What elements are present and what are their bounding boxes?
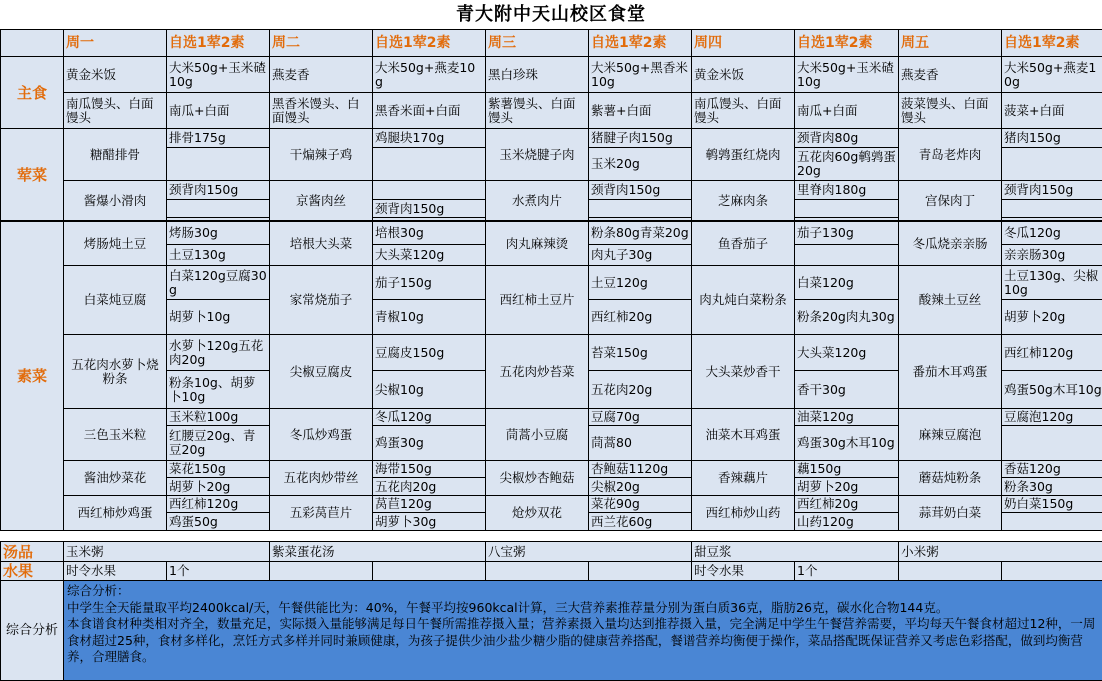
veg-ingredient: 白菜120g bbox=[795, 266, 899, 300]
meat-dish: 青岛老炸肉 bbox=[899, 129, 1002, 181]
veg-ingredient: 奶白菜150g bbox=[1002, 496, 1102, 513]
meat-ingredient: 颈背肉150g bbox=[167, 181, 270, 200]
staple-cell: 紫薯馒头、白面馒头 bbox=[486, 93, 589, 129]
veg-dish: 肉丸炖白菜粉条 bbox=[692, 266, 795, 335]
soup-cell: 小米粥 bbox=[899, 542, 1102, 562]
veg-ingredient bbox=[1002, 513, 1102, 531]
veg-ingredient: 西兰花60g bbox=[589, 513, 692, 531]
veg-dish: 鱼香茄子 bbox=[692, 222, 795, 266]
bottom-table bbox=[0, 541, 1102, 681]
meat-row bbox=[1, 181, 1102, 200]
meat-dish: 水煮肉片 bbox=[486, 181, 589, 221]
staple-cell: 黄金米饭 bbox=[64, 57, 167, 93]
veg-ingredient: 西红柿120g bbox=[167, 496, 270, 513]
header-thu: 周四 bbox=[692, 30, 795, 57]
veg-dish: 尖椒炒杏鲍菇 bbox=[486, 461, 589, 496]
analysis-paragraph: 本食谱食材种类相对齐全，数量充足，实际摄入量能够满足每日午餐所需推荐摄入量；营养素摄入量均达到推荐摄入量，完全满足中学生午餐营养需要，平均每天午餐食材超过12种，一周食材超过25种，食材多样化，烹饪方式多样并同时兼顾健康，为孩子提供少油少盐少糖少脂的健康营养搭配，餐谱营养均衡便于操作，菜品搭配既保证营养又考虑色彩搭配，做到均衡营养，合理膳食。 bbox=[67, 616, 1096, 664]
fruit-cell bbox=[899, 562, 1002, 581]
veg-ingredient: 茼蒿80 bbox=[589, 426, 692, 461]
meat-ingredient bbox=[1002, 148, 1102, 181]
category-analysis: 综合分析 bbox=[1, 581, 64, 681]
veg-row bbox=[1, 496, 1102, 513]
veg-ingredient: 土豆120g bbox=[589, 266, 692, 300]
staple-cell: 南瓜馒头、白面馒头 bbox=[64, 93, 167, 129]
veg-ingredient bbox=[1002, 426, 1102, 461]
veg-dish: 番茄木耳鸡蛋 bbox=[899, 335, 1002, 409]
staple-cell: 大米50g+燕麦10g bbox=[1002, 57, 1102, 93]
fruit-cell: 1个 bbox=[167, 562, 270, 581]
veg-row bbox=[1, 409, 1102, 426]
veg-dish: 五花肉炒苔菜 bbox=[486, 335, 589, 409]
veg-dish: 酸辣土豆丝 bbox=[899, 266, 1002, 335]
header-tue-select: 自选1荤2素 bbox=[373, 30, 486, 57]
veg-ingredient: 鸡蛋50g bbox=[167, 513, 270, 531]
veg-ingredient: 香菇120g bbox=[1002, 461, 1102, 478]
veg-ingredient: 山药120g bbox=[795, 513, 899, 531]
category-fruit: 水果 bbox=[1, 562, 64, 581]
veg-dish: 白菜炖豆腐 bbox=[64, 266, 167, 335]
veg-ingredient: 胡萝卜20g bbox=[795, 478, 899, 496]
meat-ingredient: 鸡腿块170g bbox=[373, 129, 486, 148]
veg-ingredient: 胡萝卜30g bbox=[373, 513, 486, 531]
meat-ingredient bbox=[167, 200, 270, 218]
category-staple: 主食 bbox=[1, 57, 64, 129]
meat-dish: 干煸辣子鸡 bbox=[270, 129, 373, 181]
veg-dish: 冬瓜炒鸡蛋 bbox=[270, 409, 373, 461]
header-wed: 周三 bbox=[486, 30, 589, 57]
veg-dish: 茼蒿小豆腐 bbox=[486, 409, 589, 461]
meat-dish: 鹌鹑蛋红烧肉 bbox=[692, 129, 795, 181]
veg-ingredient: 鸡蛋50g木耳10g bbox=[1002, 371, 1102, 409]
fruit-cell bbox=[1002, 562, 1102, 581]
veg-ingredient: 水萝卜120g五花肉20g bbox=[167, 335, 270, 371]
veg-dish: 三色玉米粒 bbox=[64, 409, 167, 461]
staple-cell: 大米50g+玉米碴10g bbox=[795, 57, 899, 93]
veg-dish: 家常烧茄子 bbox=[270, 266, 373, 335]
meat-dish: 糖醋排骨 bbox=[64, 129, 167, 181]
staple-cell: 南瓜+白面 bbox=[795, 93, 899, 129]
veg-ingredient: 菜花150g bbox=[167, 461, 270, 478]
veg-ingredient: 五花肉20g bbox=[373, 478, 486, 496]
meat-ingredient: 颈背肉80g bbox=[795, 129, 899, 148]
soup-cell: 紫菜蛋花汤 bbox=[270, 542, 486, 562]
meat-ingredient bbox=[589, 200, 692, 218]
veg-ingredient: 茄子130g bbox=[795, 222, 899, 245]
veg-ingredient: 油菜120g bbox=[795, 409, 899, 426]
category-meat: 荤菜 bbox=[1, 129, 64, 221]
staple-cell: 南瓜馒头、白面馒头 bbox=[692, 93, 795, 129]
veg-ingredient: 西红柿20g bbox=[795, 496, 899, 513]
veg-dish: 五彩莴苣片 bbox=[270, 496, 373, 531]
veg-dish: 香辣藕片 bbox=[692, 461, 795, 496]
veg-ingredient: 茄子150g bbox=[373, 266, 486, 300]
staple-cell: 黄金米饭 bbox=[692, 57, 795, 93]
meat-dish: 宫保肉丁 bbox=[899, 181, 1002, 221]
veg-dish: 酱油炒菜花 bbox=[64, 461, 167, 496]
veg-row bbox=[1, 461, 1102, 478]
veg-row bbox=[1, 335, 1102, 371]
veg-dish: 尖椒豆腐皮 bbox=[270, 335, 373, 409]
meat-ingredient: 猪腱子肉150g bbox=[589, 129, 692, 148]
veg-ingredient: 土豆130g bbox=[167, 245, 270, 266]
veg-ingredient: 白菜120g豆腐30g bbox=[167, 266, 270, 300]
veg-ingredient bbox=[795, 245, 899, 266]
veg-ingredient: 香干30g bbox=[795, 371, 899, 409]
veg-row bbox=[1, 266, 1102, 300]
meat-ingredient: 里脊肉180g bbox=[795, 181, 899, 200]
fruit-cell bbox=[486, 562, 589, 581]
staple-row bbox=[1, 57, 1102, 93]
veg-ingredient: 烤肠30g bbox=[167, 222, 270, 245]
staple-cell: 黑香米馒头、白面馒头 bbox=[270, 93, 373, 129]
meat-dish: 京酱肉丝 bbox=[270, 181, 373, 221]
veg-dish: 蘑菇炖粉条 bbox=[899, 461, 1002, 496]
veg-ingredient: 大头菜120g bbox=[795, 335, 899, 371]
veg-ingredient: 玉米粒100g bbox=[167, 409, 270, 426]
fruit-cell: 时令水果 bbox=[692, 562, 795, 581]
veg-ingredient: 胡萝卜20g bbox=[167, 478, 270, 496]
fruit-cell bbox=[373, 562, 486, 581]
veg-ingredient: 菜花90g bbox=[589, 496, 692, 513]
meat-ingredient: 五花肉60g鹌鹑蛋20g bbox=[795, 148, 899, 181]
meat-row bbox=[1, 129, 1102, 148]
fruit-cell bbox=[589, 562, 692, 581]
meat-dish: 玉米烧腱子肉 bbox=[486, 129, 589, 181]
analysis-paragraph: 中学生全天能量取平均2400kcal/天，午餐供能比为：40%，午餐平均按960kcal计算，三大营养素推荐量分别为蛋白质36克，脂肪26克，碳水化合物144克。 bbox=[67, 599, 949, 615]
soup-cell: 甜豆浆 bbox=[692, 542, 899, 562]
veg-ingredient: 大头菜120g bbox=[373, 245, 486, 266]
veg-ingredient: 西红柿120g bbox=[1002, 335, 1102, 371]
header-mon: 周一 bbox=[64, 30, 167, 57]
meat-dish: 芝麻肉条 bbox=[692, 181, 795, 221]
analysis-row bbox=[1, 581, 1102, 681]
veg-dish: 肉丸麻辣烫 bbox=[486, 222, 589, 266]
veg-ingredient: 豆腐70g bbox=[589, 409, 692, 426]
staple-cell: 大米50g+燕麦10g bbox=[373, 57, 486, 93]
meat-ingredient: 排骨175g bbox=[167, 129, 270, 148]
veg-ingredient: 杏鲍菇1120g bbox=[589, 461, 692, 478]
staple-cell: 黑香米面+白面 bbox=[373, 93, 486, 129]
meat-ingredient bbox=[373, 181, 486, 200]
veg-ingredient: 亲亲肠30g bbox=[1002, 245, 1102, 266]
meat-ingredient bbox=[795, 200, 899, 218]
header-tue: 周二 bbox=[270, 30, 373, 57]
veg-ingredient: 肉丸子30g bbox=[589, 245, 692, 266]
veg-dish: 西红柿炒山药 bbox=[692, 496, 795, 531]
staple-cell: 南瓜+白面 bbox=[167, 93, 270, 129]
veg-ingredient: 培根30g bbox=[373, 222, 486, 245]
veg-ingredient: 红腰豆20g、青豆20g bbox=[167, 426, 270, 461]
meat-dish: 酱爆小滑肉 bbox=[64, 181, 167, 221]
veg-ingredient: 藕150g bbox=[795, 461, 899, 478]
veg-dish: 油菜木耳鸡蛋 bbox=[692, 409, 795, 461]
veg-ingredient: 海带150g bbox=[373, 461, 486, 478]
meat-ingredient: 猪肉150g bbox=[1002, 129, 1102, 148]
veg-dish: 冬瓜烧亲亲肠 bbox=[899, 222, 1002, 266]
meat-ingredient: 颈背肉150g bbox=[373, 200, 486, 218]
staple-row bbox=[1, 93, 1102, 129]
veg-dish: 培根大头菜 bbox=[270, 222, 373, 266]
veg-dish: 蒜茸奶白菜 bbox=[899, 496, 1002, 531]
fruit-cell bbox=[270, 562, 373, 581]
soup-row bbox=[1, 542, 1102, 562]
staple-cell: 紫薯+白面 bbox=[589, 93, 692, 129]
veg-dish: 西红柿土豆片 bbox=[486, 266, 589, 335]
meat-ingredient bbox=[167, 148, 270, 181]
fruit-cell: 时令水果 bbox=[64, 562, 167, 581]
header-corner bbox=[1, 30, 64, 57]
veg-ingredient: 粉条20g肉丸30g bbox=[795, 300, 899, 335]
veg-ingredient: 粉条30g bbox=[1002, 478, 1102, 496]
header-wed-select: 自选1荤2素 bbox=[589, 30, 692, 57]
fruit-row bbox=[1, 562, 1102, 581]
veg-ingredient: 尖椒10g bbox=[373, 371, 486, 409]
meat-ingredient bbox=[373, 148, 486, 181]
header-fri: 周五 bbox=[899, 30, 1002, 57]
veg-ingredient: 胡萝卜20g bbox=[1002, 300, 1102, 335]
veg-dish: 麻辣豆腐泡 bbox=[899, 409, 1002, 461]
staple-cell: 黑白珍珠 bbox=[486, 57, 589, 93]
veg-dish: 烤肠炖土豆 bbox=[64, 222, 167, 266]
category-soup: 汤品 bbox=[1, 542, 64, 562]
veg-ingredient: 鸡蛋30g bbox=[373, 426, 486, 461]
header-mon-select: 自选1荤2素 bbox=[167, 30, 270, 57]
meat-ingredient: 颈背肉150g bbox=[589, 181, 692, 200]
veg-dish: 西红柿炒鸡蛋 bbox=[64, 496, 167, 531]
header-fri-select: 自选1荤2素 bbox=[1002, 30, 1102, 57]
veg-row bbox=[1, 222, 1102, 245]
analysis-heading: 综合分析： bbox=[67, 583, 130, 598]
staple-cell: 菠菜+白面 bbox=[1002, 93, 1102, 129]
veg-ingredient: 尖椒20g bbox=[589, 478, 692, 496]
staple-cell: 大米50g+玉米碴10g bbox=[167, 57, 270, 93]
veg-dish: 五花肉水萝卜烧粉条 bbox=[64, 335, 167, 409]
veg-ingredient: 鸡蛋30g木耳10g bbox=[795, 426, 899, 461]
veg-ingredient: 土豆130g、尖椒10g bbox=[1002, 266, 1102, 300]
veg-ingredient: 莴苣120g bbox=[373, 496, 486, 513]
veg-table bbox=[0, 221, 1102, 531]
category-veg: 素菜 bbox=[1, 222, 64, 531]
staple-cell: 大米50g+黑香米10g bbox=[589, 57, 692, 93]
staple-cell: 燕麦香 bbox=[270, 57, 373, 93]
veg-ingredient: 粉条80g青菜20g bbox=[589, 222, 692, 245]
page-title: 青大附中天山校区食堂 bbox=[456, 4, 646, 25]
header-row bbox=[1, 30, 1102, 57]
veg-ingredient: 豆腐皮150g bbox=[373, 335, 486, 371]
header-thu-select: 自选1荤2素 bbox=[795, 30, 899, 57]
veg-ingredient: 粉条10g、胡萝卜10g bbox=[167, 371, 270, 409]
veg-dish: 大头菜炒香干 bbox=[692, 335, 795, 409]
fruit-cell: 1个 bbox=[795, 562, 899, 581]
veg-ingredient: 冬瓜120g bbox=[373, 409, 486, 426]
soup-cell: 玉米粥 bbox=[64, 542, 270, 562]
meat-ingredient bbox=[1002, 200, 1102, 218]
veg-dish: 五花肉炒带丝 bbox=[270, 461, 373, 496]
veg-body bbox=[1, 222, 1102, 531]
analysis-text bbox=[64, 581, 1102, 681]
veg-ingredient: 五花肉20g bbox=[589, 371, 692, 409]
veg-dish: 炝炒双花 bbox=[486, 496, 589, 531]
meat-ingredient: 玉米20g bbox=[589, 148, 692, 181]
veg-ingredient: 冬瓜120g bbox=[1002, 222, 1102, 245]
veg-ingredient: 胡萝卜10g bbox=[167, 300, 270, 335]
veg-ingredient: 西红柿20g bbox=[589, 300, 692, 335]
soup-cell: 八宝粥 bbox=[486, 542, 692, 562]
veg-ingredient: 苔菜150g bbox=[589, 335, 692, 371]
veg-ingredient: 豆腐泡120g bbox=[1002, 409, 1102, 426]
veg-ingredient: 青椒10g bbox=[373, 300, 486, 335]
staple-cell: 燕麦香 bbox=[899, 57, 1002, 93]
staple-cell: 菠菜馒头、白面馒头 bbox=[899, 93, 1002, 129]
meat-ingredient: 颈背肉150g bbox=[1002, 181, 1102, 200]
menu-table bbox=[0, 29, 1102, 221]
